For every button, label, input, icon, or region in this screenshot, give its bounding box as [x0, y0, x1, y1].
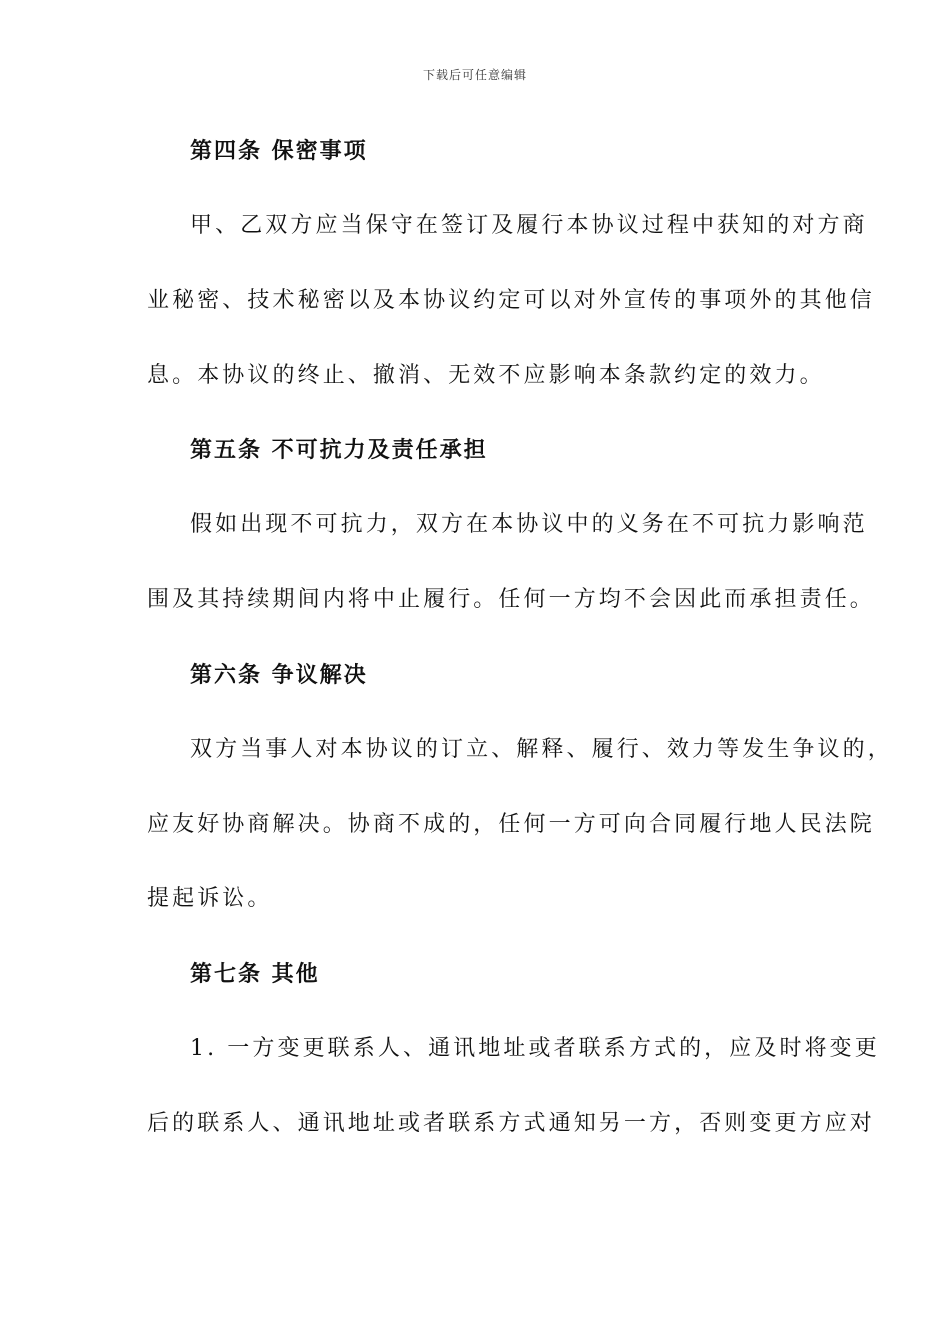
paragraph-line: 业秘密、技术秘密以及本协议约定可以对外宣传的事项外的其他信: [147, 288, 875, 313]
paragraph-line: 1. 一方变更联系人、通讯地址或者联系方式的，应及时将变更: [190, 1036, 880, 1061]
paragraph-line: 应友好协商解决。协商不成的，任何一方可向合同履行地人民法院: [147, 812, 875, 837]
paragraph-line: 后的联系人、通讯地址或者联系方式通知另一方，否则变更方应对: [147, 1111, 875, 1136]
section-heading-article-5: 第五条 不可抗力及责任承担: [190, 437, 488, 463]
section-heading-article-4: 第四条 保密事项: [190, 138, 368, 164]
section-heading-article-7: 第七条 其他: [190, 961, 320, 987]
paragraph-line: 假如出现不可抗力，双方在本协议中的义务在不可抗力影响范: [190, 512, 868, 537]
paragraph-line: 甲、乙双方应当保守在签订及履行本协议过程中获知的对方商: [190, 213, 868, 238]
paragraph-line: 双方当事人对本协议的订立、解释、履行、效力等发生争议的，: [190, 737, 893, 762]
page-header: 下载后可任意编辑: [422, 68, 527, 82]
paragraph-line: 围及其持续期间内将中止履行。任何一方均不会因此而承担责任。: [147, 587, 875, 612]
paragraph-line: 提起诉讼。: [147, 886, 273, 911]
section-heading-article-6: 第六条 争议解决: [190, 662, 368, 688]
paragraph-line: 息。本协议的终止、撤消、无效不应影响本条款约定的效力。: [147, 363, 825, 388]
